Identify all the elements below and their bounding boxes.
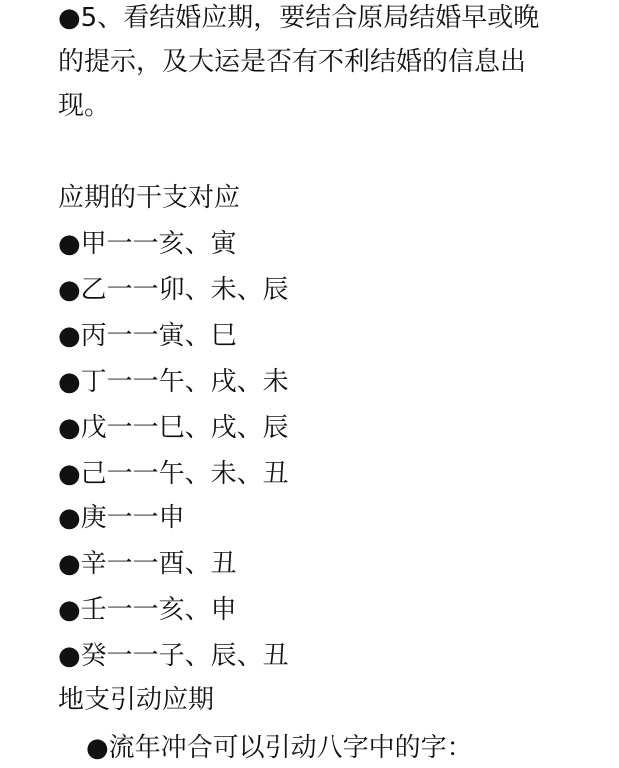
stem-item-ji: ●己一一午、未、丑 (58, 459, 289, 489)
stem-item-xin: ●辛一一酉、丑 (58, 549, 237, 579)
stem-item-jia: ●甲一一亥、寅 (58, 229, 237, 259)
stem-item-yi: ●乙一一卯、未、辰 (58, 275, 289, 305)
intro-line-3: 现。 (58, 91, 111, 121)
stem-item-gui: ●癸一一子、辰、丑 (58, 641, 289, 671)
stem-item-bing: ●丙一一寅、巳 (58, 321, 237, 351)
stem-item-wu: ●戊一一巳、戌、辰 (58, 413, 289, 443)
section-heading: 应期的干支对应 (58, 183, 241, 213)
stem-item-geng: ●庚一一申 (58, 503, 185, 533)
branch-item: ●流年冲合可以引动八字中的字： (86, 733, 473, 763)
stem-item-ren: ●壬一一亥、申 (58, 595, 237, 625)
intro-line-2: 的提示，及大运是否有不利结婚的信息出 (58, 47, 527, 77)
stem-item-ding: ●丁一一午、戌、未 (58, 367, 289, 397)
intro-line-1: ●5、看结婚应期，要结合原局结婚早或晚 (58, 3, 540, 33)
branch-heading: 地支引动应期 (58, 685, 215, 715)
